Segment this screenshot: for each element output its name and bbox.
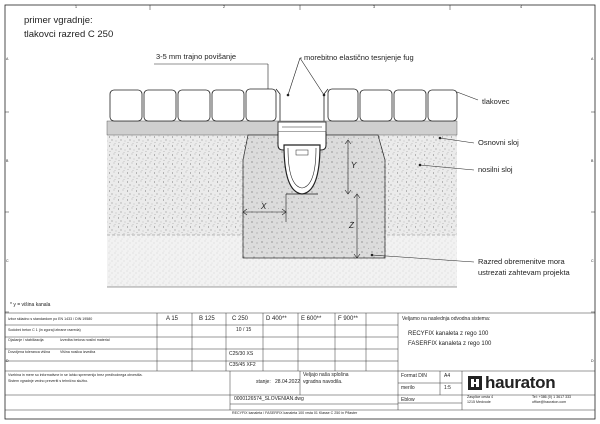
callout-class-1: Razred obremenitve mora [478, 257, 565, 266]
brand-address-2: 1215 Medvode [467, 400, 491, 404]
brand-address-1: Zasplice cesta 4 [467, 395, 493, 399]
date-label: stanje: [256, 379, 271, 385]
table-row3-sub: Izvedba betona nosilni material [60, 338, 110, 342]
description-title: Veljamo na naslednja odvodna sistema: [402, 316, 491, 322]
brand-email: office@hauraton.com [532, 400, 567, 404]
grid-row-a-right: A [591, 57, 594, 61]
callout-bearing: nosilni sloj [478, 165, 513, 174]
format-value: A4 [444, 373, 451, 379]
callout-paver: tlakovec [482, 97, 510, 106]
pavers-left [110, 89, 276, 121]
dim-x: X [261, 202, 267, 211]
grid-col-1: 1 [75, 5, 77, 9]
dim-y: Y [351, 161, 357, 170]
table-row1-label: Izbor skladno s standardom po EN 1433 / DIN 19580 [8, 317, 93, 321]
grid-col-4: 4 [520, 5, 522, 9]
class-c250: C 250 [232, 316, 249, 322]
class-b125: B 125 [199, 316, 215, 322]
dim-z: Z [349, 221, 354, 230]
pavers-right [328, 89, 457, 121]
table-row5-value: C35/45 XF2 [229, 362, 256, 368]
drawing-caption: RECYFIX kanaleta / FASERFIX kanaleta 100 vrsta 01 Klasse C 250 in Pflaster [232, 411, 358, 415]
table-row2-value: 10 / 15 [236, 327, 252, 333]
general-note-1: Veljajo naša splošna [303, 372, 349, 378]
title-line-1: primer vgradnje: [24, 15, 93, 26]
table-row4-label: Dovoljena toleranca višina [8, 350, 50, 354]
table-notes-1: Vsebina in mere so informativne in se lahko spremenijo brez predhodnega obvestila. [8, 373, 143, 377]
grid-row-d-right: D [591, 359, 594, 363]
class-e600: E 600** [301, 316, 322, 322]
grid-col-3: 3 [373, 5, 375, 9]
hauraton-logo-mark [468, 376, 482, 390]
general-note-2: vgradna navodila. [303, 379, 343, 385]
format-label: Format DIN [401, 373, 427, 379]
table-row4-value: C25/30 XS [229, 351, 254, 357]
grid-row-c-right: C [591, 259, 594, 263]
footnote: * y = višina kanala [10, 302, 51, 308]
class-f900: F 900** [338, 316, 359, 322]
date-value: 28.04.2022 [275, 379, 301, 385]
grid-col-2: 2 [223, 5, 225, 9]
description-1: RECYFIX kanaleta z rego 100 [408, 331, 489, 337]
callout-class-2: ustrezati zahtevam projekta [478, 268, 570, 277]
brand-phone: Tel: +386 (0) 1 3617 333 [532, 395, 572, 399]
class-a15: A 15 [166, 316, 179, 322]
brand-name: hauraton [485, 373, 556, 392]
grid-row-b-right: B [591, 159, 594, 163]
grid-row-b: B [6, 159, 9, 163]
grid-row-c: C [6, 259, 9, 263]
table-row4-sub: Višina nosilca izvedba [60, 350, 96, 354]
revision: Eblow [401, 397, 415, 403]
scale-label: merilo [401, 385, 415, 391]
grid-row-a: A [6, 57, 9, 61]
file-name: 0000126574_SLOVENIAN.dwg [234, 396, 304, 402]
callout-raise: 3-5 mm trajno povišanje [156, 52, 237, 61]
title-line-2: tlakovci razred C 250 [24, 29, 114, 40]
table-row2-label: Sodobni beton C 1 (in zgoraj izbrane razreda) [8, 328, 81, 332]
table-row3-label: Ojačanje / stabilizacija [8, 338, 44, 342]
table-notes-2: Sistem vgradnje vedno preveriti s tehnično službo. [8, 379, 89, 383]
scale-value: 1:5 [444, 385, 451, 391]
callout-joint: morebitno elastično tesnjenje fug [304, 53, 414, 62]
description-2: FASERFIX kanaleta z rego 100 [408, 341, 492, 347]
grid-row-d: D [6, 359, 9, 363]
class-d400: D 400** [266, 316, 287, 322]
callout-base: Osnovni sloj [478, 138, 519, 147]
